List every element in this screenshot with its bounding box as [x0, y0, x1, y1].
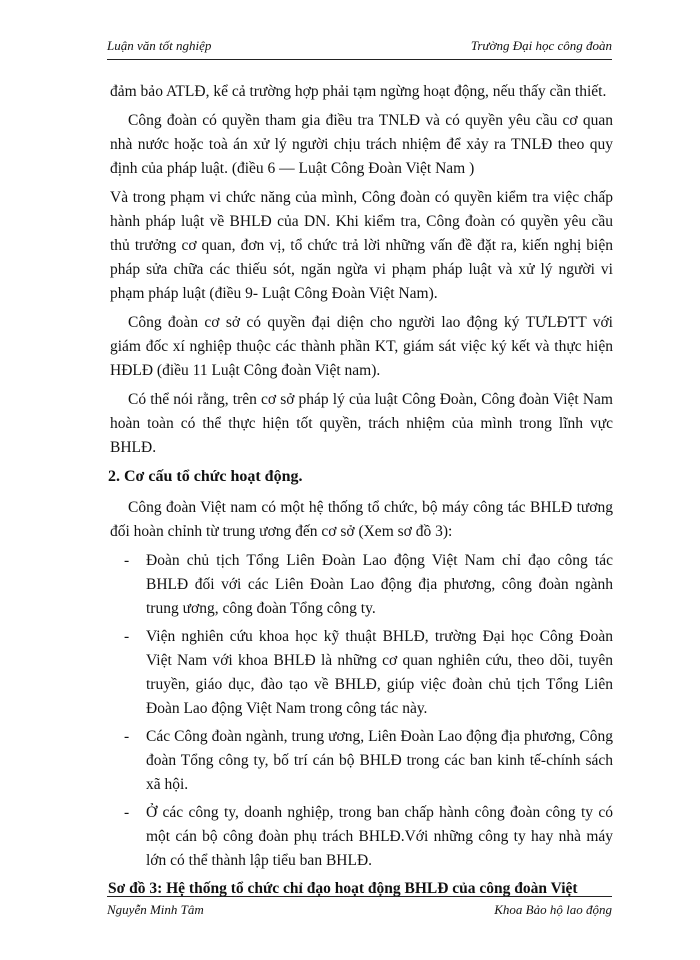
page-header: [107, 38, 612, 60]
bullet-list: [110, 549, 613, 873]
list-item-text: Đoàn chủ tịch Tổng Liên Đoàn Lao động Việt Nam chỉ đạo công tác BHLĐ đối với các Liên Đoàn Lao động địa phương, công đoàn ngành trung ương, công đoàn Tổng công ty.: [146, 552, 613, 617]
list-item: [110, 725, 613, 797]
paragraph-1: đảm bảo ATLĐ, kể cả trường hợp phải tạm ngừng hoạt động, nếu thấy cần thiết.: [110, 83, 607, 100]
document-body: [110, 80, 613, 906]
bullet-dash: -: [124, 628, 130, 645]
paragraph-6: Công đoàn Việt nam có một hệ thống tổ chức, bộ máy công tác BHLĐ tương đối hoàn chỉnh từ trung ương đến cơ sở (Xem sơ đồ 3):: [110, 499, 613, 540]
paragraph-2: Công đoàn có quyền tham gia điều tra TNLĐ và có quyền yêu cầu cơ quan nhà nước hoặc toà án xử lý người chịu trách nhiệm để xảy ra TNLĐ theo quy định của pháp luật. (điều 6 — Luật Công Đoàn Việt Nam ): [110, 112, 613, 177]
paragraph-3: Và trong phạm vi chức năng của mình, Công đoàn có quyền kiểm tra việc chấp hành pháp luật về BHLĐ của DN. Khi kiểm tra, Công đoàn có quyền yêu cầu thủ trưởng cơ quan, đơn vị, tổ chức trả lời những vấn đề đặt ra, kiến nghị biện pháp sửa chữa các thiếu sót, ngăn ngừa vi phạm pháp luật và xử lý người vi phạm pháp luật (điều 9- Luật Công Đoàn Việt Nam).: [110, 189, 613, 302]
list-item: [110, 625, 613, 721]
section-heading: 2. Cơ cấu tổ chức hoạt động.: [108, 468, 303, 485]
footer-right: Khoa Bảo hộ lao động: [494, 902, 612, 917]
list-item-text: Viện nghiên cứu khoa học kỹ thuật BHLĐ, trường Đại học Công Đoàn Việt Nam với khoa BHLĐ là những cơ quan nghiên cứu, theo dõi, tuyên truyền, giáo dục, đào tạo về BHLĐ, giúp việc đoàn chủ tịch Tổng Liên Đoàn Lao động Việt Nam trong công tác này.: [146, 628, 613, 717]
figure-caption: Sơ đồ 3: Hệ thống tổ chức chỉ đạo hoạt động BHLĐ của công đoàn Việt: [108, 880, 578, 897]
list-item-text: Ở các công ty, doanh nghiệp, trong ban chấp hành công đoàn công ty có một cán bộ công đoàn phụ trách BHLĐ.Với những công ty hay nhà máy lớn có thể thành lập tiểu ban BHLĐ.: [146, 804, 613, 869]
header-right: Trường Đại học công đoàn: [470, 38, 612, 53]
page-footer: [107, 896, 612, 916]
header-left: Luận văn tốt nghiệp: [107, 38, 212, 53]
list-item: [110, 801, 613, 873]
list-item: [110, 549, 613, 621]
footer-left: Nguyễn Minh Tâm: [107, 902, 204, 917]
header-rule: [107, 59, 612, 60]
list-item-text: Các Công đoàn ngành, trung ương, Liên Đoàn Lao động địa phương, Công đoàn Tổng công ty, bố trí cán bộ BHLĐ trong các ban kinh tế-chính sách xã hội.: [146, 728, 613, 793]
bullet-dash: -: [124, 552, 130, 569]
paragraph-5: Có thể nói rằng, trên cơ sở pháp lý của luật Công Đoàn, Công đoàn Việt Nam hoàn toàn có thể thực hiện tốt quyền, trách nhiệm của mình trong lĩnh vực BHLĐ.: [110, 391, 613, 456]
footer-rule: [107, 896, 612, 897]
paragraph-4: Công đoàn cơ sở có quyền đại diện cho người lao động ký TƯLĐTT với giám đốc xí nghiệp thuộc các thành phần KT, giám sát việc ký kết và thực hiện HĐLĐ (điều 11 Luật Công đoàn Việt nam).: [110, 314, 613, 379]
bullet-dash: -: [124, 728, 130, 745]
bullet-dash: -: [124, 804, 130, 821]
